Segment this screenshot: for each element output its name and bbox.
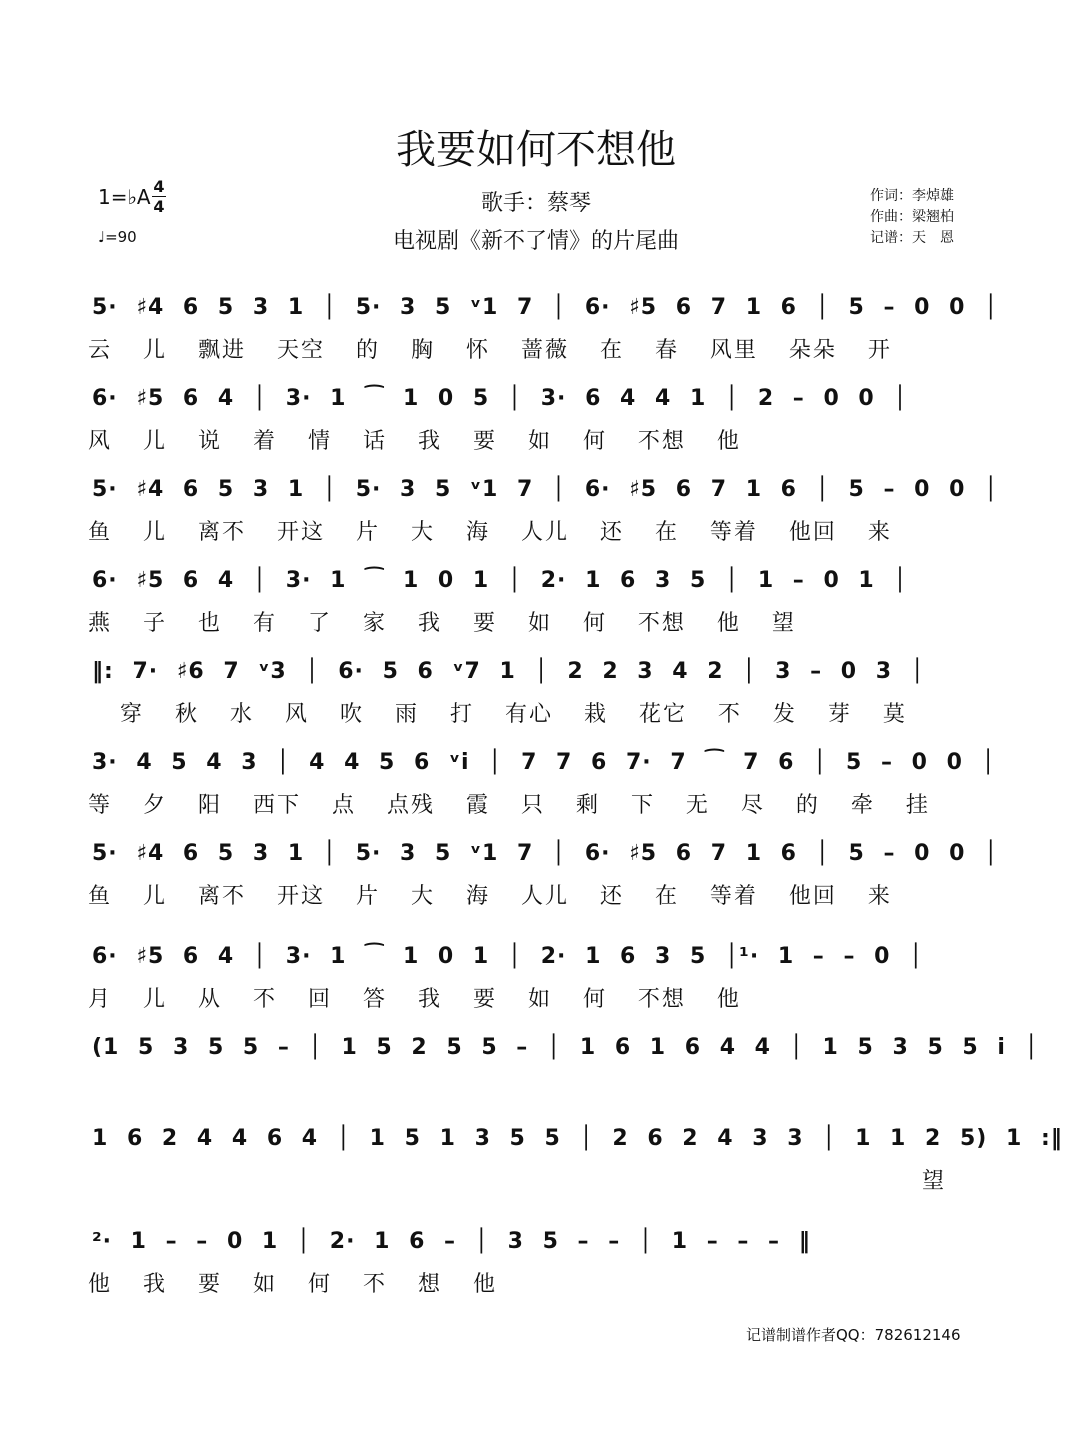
notation-row: ‖: 7· ♯6 7 ᵛ3 │ 6· 5 6 ᵛ7 1 │ 2 2 3 4 2 │ 3 – 0 3 │ (92, 659, 925, 684)
notation-row: 6· ♯5 6 4 │ 3· 1 ⁀ 1 0 1 │ 2· 1 6 3 5 │ 1 – 0 1 │ (92, 568, 908, 593)
subtitle-label: 电视剧《新不了情》的片尾曲 (392, 229, 679, 254)
tempo-marking: ♩=90 (98, 228, 137, 246)
key-signature: 1=♭A (98, 185, 151, 209)
lyrics-row: 他 我 要 如 何 不 想 他 (88, 1272, 497, 1297)
singer-label: 歌手：蔡琴 (480, 191, 591, 216)
time-signature-bottom: 4 (153, 197, 165, 216)
lyrics-row: 鱼 儿 离不 开这 片 大 海 人儿 还 在 等着 他回 来 (88, 884, 892, 909)
notation-row: 6· ♯5 6 4 │ 3· 1 ⁀ 1 0 1 │ 2· 1 6 3 5 │¹· 1 – – 0 │ (92, 944, 924, 969)
notation-row: 5· ♯4 6 5 3 1 │ 5· 3 5 ᵛ1 7 │ 6· ♯5 6 7 1 6 │ 5 – 0 0 │ (92, 841, 999, 866)
time-signature (152, 178, 166, 215)
song-title: 我要如何不想他 (396, 127, 676, 173)
notation-row: 1 6 2 4 4 6 4 │ 1 5 1 3 5 5 │ 2 6 2 4 3 3 │ 1 1 2 5) 1 :‖ (92, 1126, 1063, 1151)
time-signature-top: 4 (153, 177, 165, 196)
notation-row: ²· 1 – – 0 1 │ 2· 1 6 – │ 3 5 – – │ 1 – – – ‖ (92, 1229, 811, 1254)
lyrics-row: 穿 秋 水 风 吹 雨 打 有心 栽 花它 不 发 芽 莫 (120, 702, 907, 727)
lyrics-row: 云 儿 飘进 天空 的 胸 怀 蔷薇 在 春 风里 朵朵 开 (88, 338, 892, 363)
lyricist-credit: 作词：李焯雄 (870, 188, 954, 204)
lyrics-row: 燕 子 也 有 了 家 我 要 如 何 不想 他 望 (88, 611, 796, 636)
notation-row: 5· ♯4 6 5 3 1 │ 5· 3 5 ᵛ1 7 │ 6· ♯5 6 7 1 6 │ 5 – 0 0 │ (92, 477, 999, 502)
composer-credit: 作曲：梁翘柏 (870, 209, 954, 225)
lyrics-row: 月 儿 从 不 回 答 我 要 如 何 不想 他 (88, 987, 741, 1012)
notation-row: (1 5 3 5 5 – │ 1 5 2 5 5 – │ 1 6 1 6 4 4 │ 1 5 3 5 5 i │ (92, 1035, 1039, 1060)
notation-row: 6· ♯5 6 4 │ 3· 1 ⁀ 1 0 5 │ 3· 6 4 4 1 │ 2 – 0 0 │ (92, 386, 908, 411)
transcriber-credit: 记谱：天 恩 (870, 230, 954, 246)
lyrics-row: 望 (922, 1169, 947, 1194)
notation-row: 3· 4 5 4 3 │ 4 4 5 6 ᵛi │ 7 7 6 7· 7 ⁀ 7 6 │ 5 – 0 0 │ (92, 750, 996, 775)
lyrics-row: 等 夕 阳 西下 点 点残 霞 只 剩 下 无 尽 的 牵 挂 (88, 793, 930, 818)
footer-credit: 记谱制谱作者QQ：782612146 (746, 1326, 961, 1344)
lyrics-row: 风 儿 说 着 情 话 我 要 如 何 不想 他 (88, 429, 741, 454)
notation-row: 5· ♯4 6 5 3 1 │ 5· 3 5 ᵛ1 7 │ 6· ♯5 6 7 1 6 │ 5 – 0 0 │ (92, 295, 999, 320)
lyrics-row: 鱼 儿 离不 开这 片 大 海 人儿 还 在 等着 他回 来 (88, 520, 892, 545)
credits (870, 186, 954, 249)
